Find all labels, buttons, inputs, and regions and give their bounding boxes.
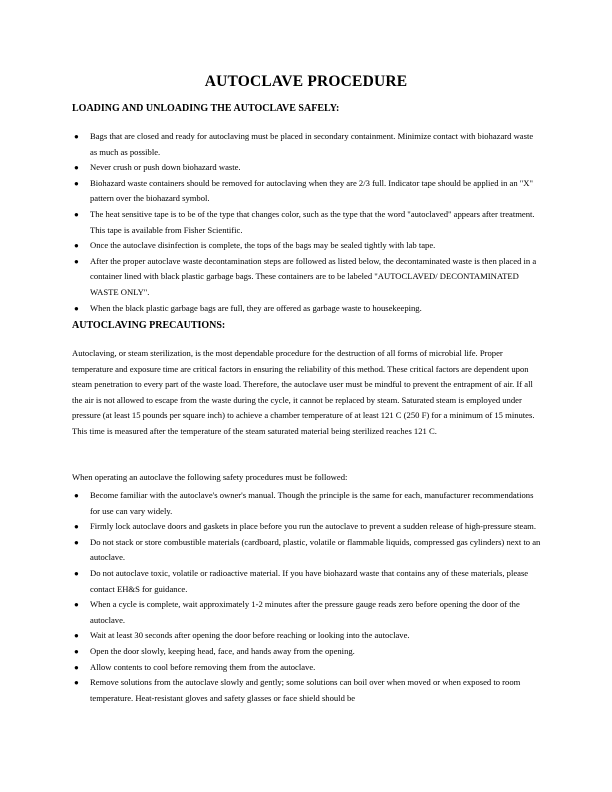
list-item bbox=[72, 254, 542, 301]
section-heading-precautions: AUTOCLAVING PRECAUTIONS: bbox=[72, 320, 226, 331]
procedures-intro: When operating an autoclave the following safety procedures must be followed: bbox=[72, 472, 348, 482]
bullet-icon: ● bbox=[74, 303, 79, 313]
list-item bbox=[72, 566, 542, 597]
list-item bbox=[72, 644, 542, 660]
list-item bbox=[72, 519, 542, 535]
list-item bbox=[72, 207, 542, 238]
list-item-text: Biohazard waste containers should be removed for autoclaving when they are 2/3 full. Indicator tape should be applied in an "X" pattern over the biohazard symbol. bbox=[90, 177, 534, 204]
bullet-icon: ● bbox=[74, 241, 79, 251]
bullet-icon: ● bbox=[74, 631, 79, 641]
bullet-icon: ● bbox=[74, 163, 79, 173]
list-item-text: Remove solutions from the autoclave slowly and gently; some solutions can boil over when moved or when exposed to room temperature. Heat-resistant gloves and safety glasses or face shield should be bbox=[90, 677, 521, 703]
list-item bbox=[72, 675, 542, 706]
list-item bbox=[72, 660, 542, 676]
list-item-text: Wait at least 30 seconds after opening the door before reaching or looking into the autoclave. bbox=[90, 630, 410, 641]
bullet-icon: ● bbox=[74, 209, 79, 219]
loading-bullet-list bbox=[72, 129, 542, 316]
list-item-text: Firmly lock autoclave doors and gaskets in place before you run the autoclave to prevent a sudden release of high-pressure steam. bbox=[90, 521, 537, 532]
list-item-text: Never crush or push down biohazard waste. bbox=[90, 162, 241, 173]
list-item-text: Do not autoclave toxic, volatile or radioactive material. If you have biohazard waste that contains any of these materials, please contact EH&S for guidance. bbox=[90, 567, 529, 594]
bullet-icon: ● bbox=[74, 178, 79, 188]
list-item bbox=[72, 597, 542, 628]
bullet-icon: ● bbox=[74, 678, 79, 688]
list-item-text: Bags that are closed and ready for autoclaving must be placed in secondary containment. Minimize contact with biohazard waste as much as possible. bbox=[90, 131, 534, 157]
page-title: AUTOCLAVE PROCEDURE bbox=[204, 73, 408, 90]
bullet-icon: ● bbox=[74, 568, 79, 578]
list-item-text: Allow contents to cool before removing them from the autoclave. bbox=[90, 661, 316, 672]
list-item bbox=[72, 238, 542, 254]
bullet-icon: ● bbox=[74, 256, 79, 266]
list-item bbox=[72, 129, 542, 160]
list-item bbox=[72, 535, 542, 566]
list-item bbox=[72, 301, 542, 317]
bullet-icon: ● bbox=[74, 662, 79, 672]
bullet-icon: ● bbox=[74, 522, 79, 532]
list-item-text: Open the door slowly, keeping head, face, and hands away from the opening. bbox=[90, 645, 355, 656]
list-item bbox=[72, 488, 542, 519]
bullet-icon: ● bbox=[74, 132, 79, 141]
bullet-icon: ● bbox=[74, 646, 79, 656]
precautions-paragraph: Autoclaving, or steam sterilization, is the most dependable procedure for the destruction of all forms of microbial life. Proper temperature and exposure time are critical factors in ensuring the reliability of this method. These critical factors are dependent upon steam penetration to every part of the waste load. Therefore, the autoclave user must be mindful to prevent the entrapment of air. If all the air is not allowed to escape from the waste during the cycle, it cannot be replaced by steam. Saturated steam is employed under pressure (at least 15 pounds per square inch) to achieve a chamber temperature of at least 121 C (250 F) for a minimum of 15 minutes. This time is measured after the temperature of the steam saturated material being sterilized reaches 121 C. bbox=[72, 348, 535, 436]
list-item-text: When the black plastic garbage bags are full, they are offered as garbage waste to housekeeping. bbox=[90, 302, 422, 313]
list-item-text: Become familiar with the autoclave's owner's manual. Though the principle is the same for each, manufacturer recommendations for use can vary widely. bbox=[90, 490, 534, 516]
list-item bbox=[72, 628, 542, 644]
list-item-text: The heat sensitive tape is to be of the type that changes color, such as the type that the word "autoclaved" appears after treatment. This tape is available from Fisher Scientific. bbox=[90, 208, 535, 235]
list-item bbox=[72, 176, 542, 207]
list-item-text: Do not stack or store combustible materials (cardboard, plastic, volatile or flammable liquids, compressed gas cylinders) next to an autoclave. bbox=[90, 536, 541, 563]
list-item-text: After the proper autoclave waste decontamination steps are followed as listed below, the decontaminated waste is then placed in a container lined with black plastic garbage bags. These containers are to be labeled "AUTOCLAVED/ DECONTAMINATED WASTE ONLY". bbox=[90, 255, 537, 297]
list-item-text: Once the autoclave disinfection is complete, the tops of the bags may be sealed tightly with lab tape. bbox=[90, 240, 436, 251]
list-item bbox=[72, 160, 542, 176]
safety-bullet-list bbox=[72, 488, 542, 706]
bullet-icon: ● bbox=[74, 537, 79, 547]
section-heading-loading: LOADING AND UNLOADING THE AUTOCLAVE SAFELY: bbox=[72, 103, 340, 114]
bullet-icon: ● bbox=[74, 491, 79, 500]
list-item-text: When a cycle is complete, wait approximately 1-2 minutes after the pressure gauge reads zero before opening the door of the autoclave. bbox=[90, 599, 520, 625]
bullet-icon: ● bbox=[74, 600, 79, 610]
